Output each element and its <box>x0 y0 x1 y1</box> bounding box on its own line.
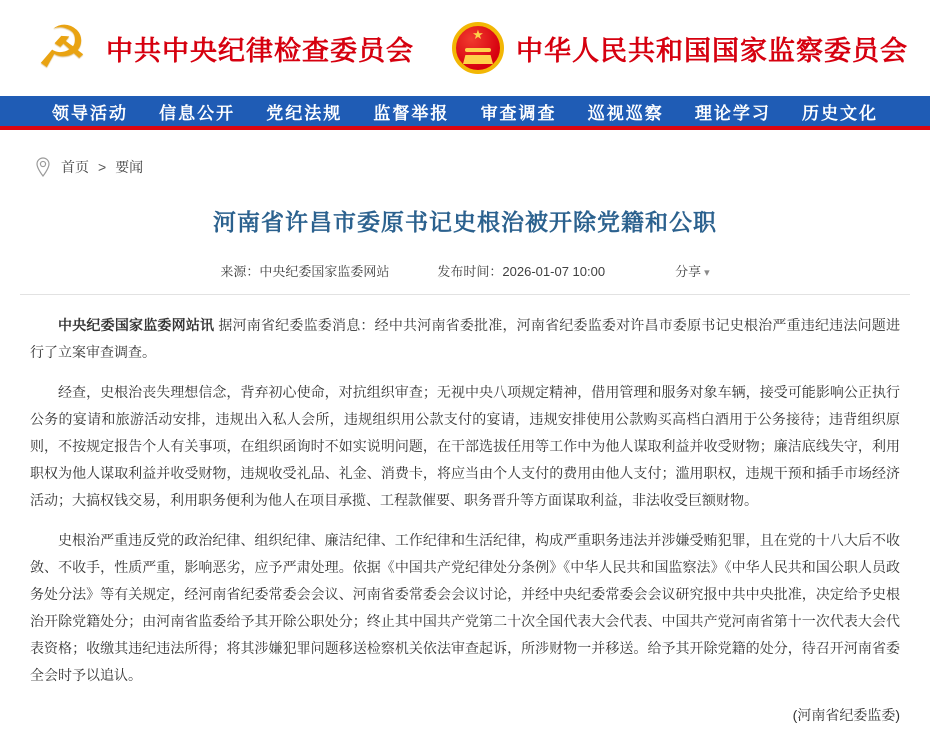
breadcrumb <box>0 130 930 182</box>
ccdi-brand-title: 中共中央纪律检查委员会 <box>106 35 414 66</box>
paragraph-1-lead: 中央纪委国家监委网站讯 <box>58 317 215 333</box>
breadcrumb-home-link[interactable]: 首页 <box>61 159 89 175</box>
ccdi-brand <box>30 16 414 80</box>
article-meta-bar <box>20 261 910 295</box>
article-title: 河南省许昌市委原书记史根治被开除党籍和公职 <box>213 209 717 235</box>
nsc-brand-title: 中华人民共和国国家监察委员会 <box>516 35 908 66</box>
chevron-down-icon: ▾ <box>704 267 710 279</box>
breadcrumb-separator: > <box>98 159 107 175</box>
main-navbar <box>0 96 930 130</box>
paragraph-1 <box>30 312 900 366</box>
nav-item-supervision-reporting[interactable]: 监督举报 <box>373 103 450 123</box>
nav-item-information-disclosure[interactable]: 信息公开 <box>159 103 236 123</box>
nav-item-party-discipline-rules[interactable]: 党纪法规 <box>266 103 343 123</box>
nav-item-history-culture[interactable]: 历史文化 <box>801 103 878 123</box>
article-body <box>0 295 930 729</box>
breadcrumb-current-link[interactable]: 要闻 <box>115 159 144 175</box>
nav-item-inspection-tours[interactable]: 巡视巡察 <box>587 103 664 123</box>
article-attribution: (河南省纪委监委) <box>792 707 900 723</box>
article-main <box>0 204 930 729</box>
national-emblem-icon: ★ <box>452 22 504 74</box>
nsc-brand <box>452 22 908 74</box>
nav-item-review-investigation[interactable]: 审查调查 <box>480 103 557 123</box>
article-source: 来源：中央纪委国家监委网站 <box>220 264 390 279</box>
nav-item-theory-study[interactable]: 理论学习 <box>694 103 771 123</box>
party-emblem-icon: ☭ <box>36 15 88 80</box>
paragraph-1-rest: 据河南省纪委监委消息：经中共河南省委批准，河南省纪委监委对许昌市委原书记史根治严重违纪违法问题进行了立案审查调查。 <box>30 317 901 360</box>
article-publish-time: 发布时间：2026-01-07 10:00 <box>437 264 606 279</box>
location-pin-icon <box>34 156 52 178</box>
share-button[interactable]: 分享 ▾ <box>675 264 710 279</box>
paragraph-3: 史根治严重违反党的政治纪律、组织纪律、廉洁纪律、工作纪律和生活纪律，构成严重职务违法并涉嫌受贿犯罪，且在党的十八大后不收敛、不收手，性质严重，影响恶劣，应予严肃处理。依据《中国共产党纪律处分条例》《中华人民共和国监察法》《中华人民共和国公职人员政务处分法》等有关规定，经河南省纪委常委会会议、河南省委常委会会议讨论，并经中央纪委常委会会议研究报中共中央批准，决定给予史根治开除党籍处分；由河南省监委给予其开除公职处分；终止其中国共产党第二十次全国代表大会代表、中国共产党河南省第十一次代表大会代表资格；收缴其违纪违法所得；将其涉嫌犯罪问题移送检察机关依法审查起诉，所涉财物一并移送。给予其开除党籍的处分，待召开河南省委全会时予以追认。 <box>30 532 900 683</box>
nav-item-leader-activities[interactable]: 领导活动 <box>52 103 128 123</box>
paragraph-2: 经查，史根治丧失理想信念，背弃初心使命，对抗组织审查；无视中央八项规定精神，借用管理和服务对象车辆，接受可能影响公正执行公务的宴请和旅游活动安排，违规出入私人会所，违规组织用公款支付的宴请，违规安排使用公款购买高档白酒用于公务接待；违背组织原则，不按规定报告个人有关事项，在组织函询时不如实说明问题，在干部选拔任用等工作中为他人谋取利益并收受财物；廉洁底线失守，利用职权为他人谋取利益并收受财物，违规收受礼品、礼金、消费卡，将应当由个人支付的费用由他人支付；滥用职权，违规干预和插手市场经济活动；大搞权钱交易，利用职务便利为他人在项目承揽、工程款催要、职务晋升等方面谋取利益，非法收受巨额财物。 <box>30 384 900 508</box>
site-header <box>0 0 930 96</box>
